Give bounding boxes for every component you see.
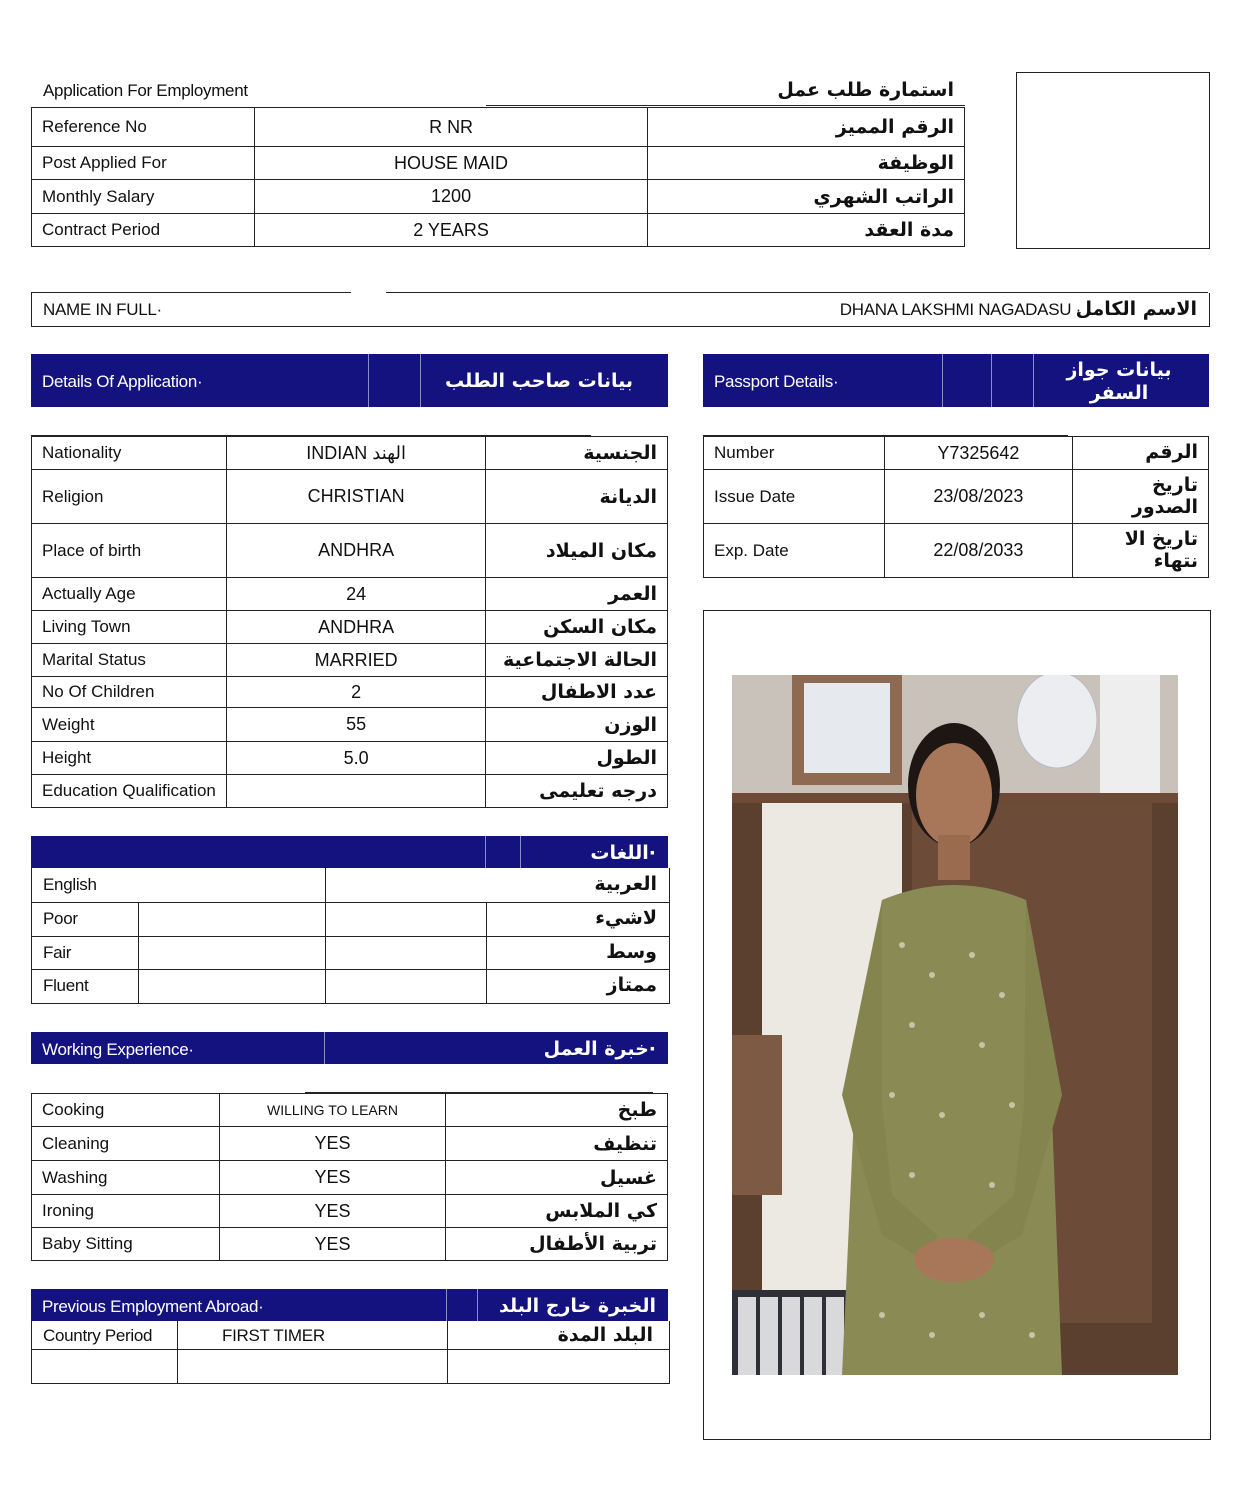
passport-header-bar: [703, 354, 1209, 407]
language-row-label-ar: العربية: [594, 873, 657, 895]
application-header-en: Details Of Application·: [42, 372, 203, 391]
table-row: [32, 1127, 668, 1161]
photo-frame: [703, 610, 1211, 1440]
row-label: Religion: [32, 470, 227, 524]
row-label-ar: كي الملابس: [446, 1195, 668, 1228]
name-row: [31, 293, 1210, 327]
row-value: MARRIED: [226, 644, 485, 677]
row-label-ar: عدد الاطفال: [486, 677, 668, 708]
table-row: [32, 611, 668, 644]
form-title-en: Application For Employment: [43, 81, 248, 100]
table-row: [32, 524, 668, 578]
abroad-table: [31, 1321, 670, 1384]
row-label: Reference No: [32, 108, 255, 147]
row-value: HOUSE MAID: [254, 147, 647, 180]
row-value: CHRISTIAN: [226, 470, 485, 524]
form-title-ar: استمارة طلب عمل: [777, 79, 954, 101]
row-value: 1200: [254, 180, 647, 214]
passport-header-ar: بيانات جواز السفر: [1066, 359, 1172, 404]
row-label-ar: غسيل: [446, 1161, 668, 1195]
table-row: [32, 1161, 668, 1195]
table-row: [704, 437, 1209, 470]
photo-placeholder-box: [1016, 72, 1210, 249]
row-label: Marital Status: [32, 644, 227, 677]
row-label-ar: تنظيف: [446, 1127, 668, 1161]
row-label: Washing: [32, 1161, 220, 1195]
table-row: [32, 214, 965, 247]
row-label: Cooking: [32, 1094, 220, 1127]
abroad-row-label: Country Period: [43, 1326, 153, 1345]
passport-header-en: Passport Details·: [714, 372, 839, 391]
experience-header-ar: ·خبرة العمل: [543, 1038, 656, 1060]
row-value: R NR: [254, 108, 647, 147]
experience-header-bar: [31, 1032, 668, 1064]
row-value: WILLING TO LEARN: [219, 1094, 446, 1127]
row-label-ar: الوزن: [486, 708, 668, 742]
row-label-ar: العمر: [486, 578, 668, 611]
language-row-label-ar: وسط: [606, 941, 657, 963]
row-label-ar: مكان الميلاد: [486, 524, 668, 578]
table-row: [32, 1094, 668, 1127]
name-label-ar: الاسم الكامل: [1075, 298, 1197, 320]
row-label-ar: تاريخ الصدور: [1073, 470, 1209, 524]
row-value: 23/08/2023: [884, 470, 1073, 524]
row-value: INDIAN الهند: [226, 437, 485, 470]
row-value: 5.0: [226, 742, 485, 775]
row-label-ar: الراتب الشهري: [648, 180, 965, 214]
row-label-ar: مدة العقد: [648, 214, 965, 247]
table-row: [32, 437, 668, 470]
application-table: [31, 436, 668, 808]
row-label: Living Town: [32, 611, 227, 644]
language-row-label-ar: لاشيء: [595, 907, 657, 929]
row-value: YES: [219, 1161, 446, 1195]
row-value: YES: [219, 1228, 446, 1261]
languages-header-bar: [31, 836, 668, 868]
title-underline: [486, 105, 965, 106]
row-label-ar: درجه تعليمى: [486, 775, 668, 808]
row-label: Exp. Date: [704, 524, 885, 578]
table-row: [32, 470, 668, 524]
name-label: NAME IN FULL·: [43, 300, 162, 319]
table-row: [32, 180, 965, 214]
table-row: [32, 1228, 668, 1261]
abroad-header-ar: الخبرة خارج البلد: [499, 1295, 656, 1317]
table-row: [32, 742, 668, 775]
language-row-label: English: [43, 875, 97, 894]
row-label: Weight: [32, 708, 227, 742]
row-label-ar: تربية الأطفال: [446, 1228, 668, 1261]
table-row: [32, 708, 668, 742]
languages-header-ar: ·اللغات: [590, 842, 656, 864]
row-label-ar: الحالة الاجتماعية: [486, 644, 668, 677]
row-label: Ironing: [32, 1195, 220, 1228]
row-value: 22/08/2033: [884, 524, 1073, 578]
applicant-photo: [732, 675, 1178, 1375]
row-value: ANDHRA: [226, 524, 485, 578]
row-value: 55: [226, 708, 485, 742]
application-header-bar: [31, 354, 668, 407]
row-value: ANDHRA: [226, 611, 485, 644]
table-row: [32, 108, 965, 147]
row-label-ar: طبخ: [446, 1094, 668, 1127]
abroad-row-label-ar: البلد المدة: [557, 1324, 653, 1346]
row-label-ar: الرقم: [1073, 437, 1209, 470]
row-label: Number: [704, 437, 885, 470]
row-label-ar: مكان السكن: [486, 611, 668, 644]
row-label: Monthly Salary: [32, 180, 255, 214]
language-row-label-ar: ممتاز: [606, 974, 657, 996]
row-value: 2: [226, 677, 485, 708]
row-value: YES: [219, 1195, 446, 1228]
language-row-label: Fluent: [43, 976, 89, 995]
row-value: [226, 775, 485, 808]
row-label: Contract Period: [32, 214, 255, 247]
table-row: [32, 775, 668, 808]
row-label-ar: الديانة: [486, 470, 668, 524]
table-row: [704, 524, 1209, 578]
name-value: DHANA LAKSHMI NAGADASU ·: [839, 300, 1081, 319]
table-row: [32, 644, 668, 677]
row-value: 2 YEARS: [254, 214, 647, 247]
abroad-row-value: FIRST TIMER: [222, 1326, 325, 1345]
row-value: YES: [219, 1127, 446, 1161]
row-label: Baby Sitting: [32, 1228, 220, 1261]
language-row-label: Poor: [43, 909, 78, 928]
abroad-header-bar: [31, 1289, 668, 1321]
row-label-ar: الجنسية: [486, 437, 668, 470]
row-value: 24: [226, 578, 485, 611]
row-label: Issue Date: [704, 470, 885, 524]
row-label-ar: الوظيفة: [648, 147, 965, 180]
passport-table: [703, 436, 1209, 578]
table-row: [32, 677, 668, 708]
experience-header-en: Working Experience·: [42, 1040, 194, 1059]
row-label: Place of birth: [32, 524, 227, 578]
summary-table: [31, 107, 965, 247]
language-row-label: Fair: [43, 943, 72, 962]
experience-table: [31, 1093, 668, 1261]
row-label-ar: تاريخ الا نتهاء: [1073, 524, 1209, 578]
row-label: Actually Age: [32, 578, 227, 611]
row-label: Cleaning: [32, 1127, 220, 1161]
row-label: Education Qualification: [32, 775, 227, 808]
table-row: [704, 470, 1209, 524]
row-label-ar: الرقم المميز: [648, 108, 965, 147]
abroad-header-en: Previous Employment Abroad·: [42, 1297, 264, 1316]
row-label: No Of Children: [32, 677, 227, 708]
application-header-ar: بيانات صاحب الطلب: [445, 370, 633, 392]
table-row: [32, 1195, 668, 1228]
languages-table: [31, 868, 670, 1004]
row-label-ar: الطول: [486, 742, 668, 775]
table-row: [32, 578, 668, 611]
row-label: Post Applied For: [32, 147, 255, 180]
row-label: Nationality: [32, 437, 227, 470]
row-label: Height: [32, 742, 227, 775]
table-row: [32, 147, 965, 180]
row-value: Y7325642: [884, 437, 1073, 470]
